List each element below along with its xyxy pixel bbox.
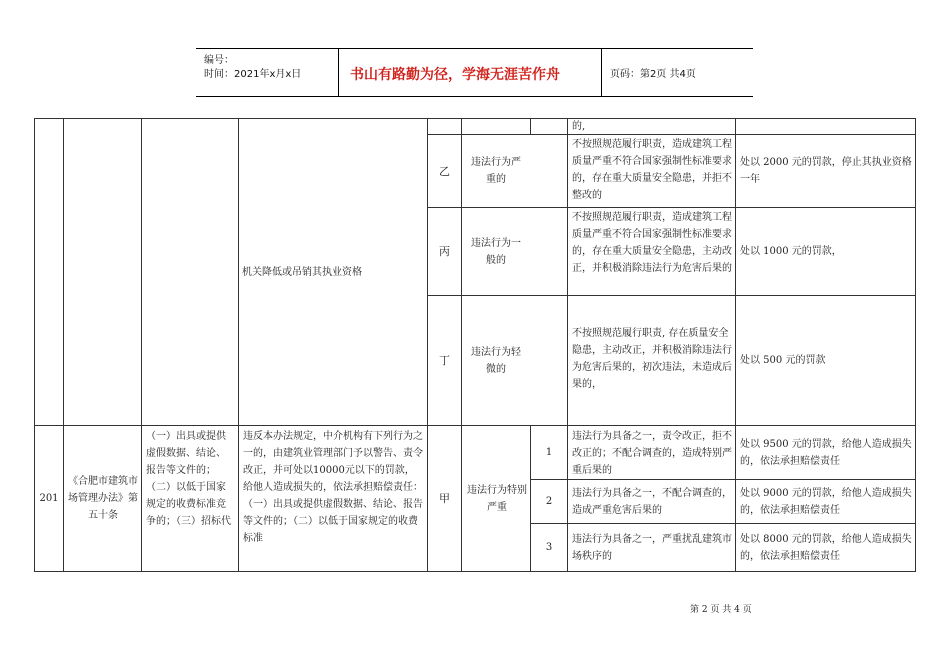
header-divider bbox=[601, 48, 602, 97]
penalty-cell: 处以 1000 元的罚款， bbox=[740, 246, 842, 257]
severity-cell: 违法行为一般的 bbox=[471, 237, 521, 266]
col-line bbox=[530, 118, 531, 135]
col-line bbox=[63, 118, 64, 572]
grade-cell: 乙 bbox=[439, 164, 450, 178]
sub-number: 2 bbox=[545, 496, 553, 507]
row-number: 201 bbox=[39, 493, 59, 504]
page-label: 页码：第2页 共4页 bbox=[610, 69, 696, 80]
header-top-line bbox=[196, 48, 753, 49]
condition-cell: 违法行为具备之一，严重扰乱建筑市场秩序的 bbox=[572, 533, 732, 562]
legal-source: 《合肥市建筑市场管理办法》第五十条 bbox=[68, 476, 138, 521]
page-footer: 第 2 页 共 4 页 bbox=[690, 605, 752, 615]
condition-cell: 违法行为具备之一，责令改正，拒不改正的；不配合调查的，造成特别严重后果的 bbox=[572, 431, 732, 476]
condition-cell: 违法行为具备之一，不配合调查的，造成严重危害后果的 bbox=[572, 487, 732, 516]
col-line bbox=[567, 118, 568, 572]
code-label: 编号： bbox=[204, 55, 234, 66]
penalty-cell: 处以 500 元的罚款 bbox=[740, 355, 826, 366]
condition-cell: 不按照规范履行职责, 存在质量安全隐患，主动改正，并积极消除违法行为危害后果的，初次违法，未造成后果的， bbox=[572, 328, 732, 390]
time-label: 时间：2021年x月x日 bbox=[204, 69, 302, 80]
penalty-cell: 处以 2000 元的罚款，停止其执业资格一年 bbox=[740, 157, 912, 185]
measure-text: 机关降低或吊销其执业资格 bbox=[242, 266, 362, 278]
illegal-behaviors: （一）出具或提供虚假数据、结论、报告等文件的；（二）以低于国家规定的收费标准竞争的；（三）招标代 bbox=[146, 431, 231, 527]
header-divider bbox=[338, 48, 339, 97]
severity-cell: 违法行为轻微的 bbox=[471, 346, 521, 375]
col-line bbox=[735, 118, 736, 572]
condition-cell: 不按照规范履行职责，造成建筑工程质量严重不符合国家强制性标准要求的，存在重大质量安全隐患，并拒不整改的 bbox=[572, 139, 732, 201]
grade-cell: 丁 bbox=[439, 354, 450, 367]
table-border-top bbox=[34, 118, 916, 119]
col-line bbox=[141, 118, 142, 572]
table-border-bottom bbox=[34, 571, 916, 572]
condition-cell: 不按照规范履行职责，造成建筑工程质量严重不符合国家强制性标准要求的，存在重大质量安全隐患，主动改正，并积极消除违法行为危害后果的 bbox=[572, 212, 732, 274]
col-line bbox=[461, 118, 462, 572]
penalty-cell: 处以 9000 元的罚款，给他人造成损失的，依法承担赔偿责任 bbox=[740, 487, 912, 516]
col-line bbox=[915, 118, 916, 572]
col-line bbox=[238, 118, 239, 572]
penalty-cell: 处以 8000 元的罚款，给他人造成损失的，依法承担赔偿责任 bbox=[740, 533, 912, 562]
severity-cell: 违法行为特别严重 bbox=[467, 484, 527, 513]
sub-number: 3 bbox=[545, 542, 553, 553]
slogan-text: 书山有路勤为径，学海无涯苦作舟 bbox=[350, 67, 560, 83]
header-bottom-line bbox=[196, 96, 753, 97]
severity-cell: 违法行为严重的 bbox=[471, 157, 521, 185]
grade-cell: 甲 bbox=[439, 492, 450, 505]
condition-tail: 的, bbox=[572, 121, 586, 132]
legal-provision: 违反本办法规定，中介机构有下列行为之一的，由建筑业管理部门予以警告、责令改正，并可处以10000元以下的罚款，给他人造成损失的，依法承担赔偿责任：（一）出具或提供虚假数据、结论、报告等文件的；（二）以低于国家规定的收费标准 bbox=[243, 431, 423, 544]
penalty-cell: 处以 9500 元的罚款，给他人造成损失的，依法承担赔偿责任 bbox=[740, 438, 912, 467]
sub-number: 1 bbox=[545, 447, 553, 458]
grade-cell: 丙 bbox=[439, 245, 450, 258]
